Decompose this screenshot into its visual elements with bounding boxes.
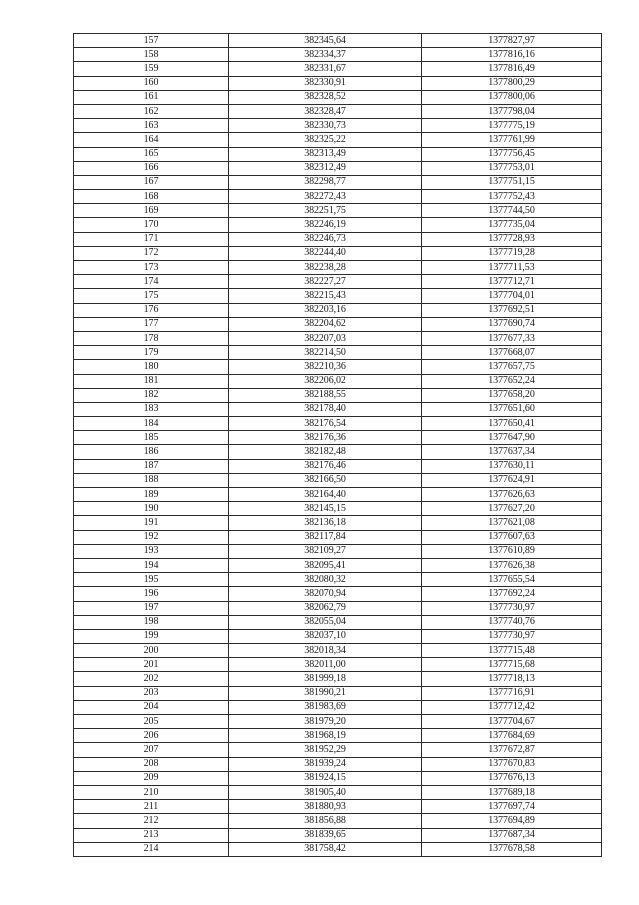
point-number-cell: 199	[74, 629, 229, 643]
point-number-cell: 167	[74, 175, 229, 189]
point-number-cell: 213	[74, 828, 229, 842]
table-row	[74, 204, 602, 218]
y-coordinate-cell: 1377730,97	[422, 629, 602, 643]
table-row	[74, 346, 602, 360]
table-row	[74, 246, 602, 260]
y-coordinate-cell: 1377651,60	[422, 402, 602, 416]
y-coordinate-cell: 1377719,28	[422, 246, 602, 260]
y-coordinate-cell: 1377730,97	[422, 601, 602, 615]
x-coordinate-cell: 382246,73	[229, 232, 422, 246]
x-coordinate-cell: 382055,04	[229, 615, 422, 629]
y-coordinate-cell: 1377798,04	[422, 104, 602, 118]
x-coordinate-cell: 382312,49	[229, 161, 422, 175]
point-number-cell: 173	[74, 261, 229, 275]
point-number-cell: 179	[74, 346, 229, 360]
point-number-cell: 178	[74, 331, 229, 345]
y-coordinate-cell: 1377756,45	[422, 147, 602, 161]
y-coordinate-cell: 1377670,83	[422, 757, 602, 771]
x-coordinate-cell: 382037,10	[229, 629, 422, 643]
table-row	[74, 601, 602, 615]
y-coordinate-cell: 1377692,24	[422, 587, 602, 601]
x-coordinate-cell: 382251,75	[229, 204, 422, 218]
y-coordinate-cell: 1377630,11	[422, 459, 602, 473]
y-coordinate-cell: 1377711,53	[422, 261, 602, 275]
point-number-cell: 189	[74, 488, 229, 502]
table-row	[74, 133, 602, 147]
y-coordinate-cell: 1377735,04	[422, 218, 602, 232]
x-coordinate-cell: 382176,54	[229, 417, 422, 431]
x-coordinate-cell: 382117,84	[229, 530, 422, 544]
table-row	[74, 473, 602, 487]
x-coordinate-cell: 382145,15	[229, 502, 422, 516]
x-coordinate-cell: 381952,29	[229, 743, 422, 757]
x-coordinate-cell: 382227,27	[229, 275, 422, 289]
x-coordinate-cell: 382215,43	[229, 289, 422, 303]
point-number-cell: 201	[74, 658, 229, 672]
point-number-cell: 170	[74, 218, 229, 232]
x-coordinate-cell: 382203,16	[229, 303, 422, 317]
y-coordinate-cell: 1377716,91	[422, 686, 602, 700]
x-coordinate-cell: 382018,34	[229, 644, 422, 658]
y-coordinate-cell: 1377637,34	[422, 445, 602, 459]
point-number-cell: 165	[74, 147, 229, 161]
table-row	[74, 644, 602, 658]
point-number-cell: 168	[74, 190, 229, 204]
point-number-cell: 209	[74, 771, 229, 785]
table-row	[74, 658, 602, 672]
point-number-cell: 188	[74, 473, 229, 487]
table-row	[74, 757, 602, 771]
x-coordinate-cell: 382298,77	[229, 175, 422, 189]
y-coordinate-cell: 1377621,08	[422, 516, 602, 530]
point-number-cell: 182	[74, 388, 229, 402]
point-number-cell: 177	[74, 317, 229, 331]
point-number-cell: 212	[74, 814, 229, 828]
x-coordinate-cell: 382345,64	[229, 34, 422, 48]
y-coordinate-cell: 1377677,33	[422, 331, 602, 345]
x-coordinate-cell: 381758,42	[229, 842, 422, 856]
y-coordinate-cell: 1377607,63	[422, 530, 602, 544]
x-coordinate-cell: 382178,40	[229, 402, 422, 416]
x-coordinate-cell: 382080,32	[229, 573, 422, 587]
x-coordinate-cell: 382313,49	[229, 147, 422, 161]
x-coordinate-cell: 381968,19	[229, 729, 422, 743]
point-number-cell: 194	[74, 558, 229, 572]
point-number-cell: 214	[74, 842, 229, 856]
point-number-cell: 181	[74, 374, 229, 388]
x-coordinate-cell: 382325,22	[229, 133, 422, 147]
point-number-cell: 157	[74, 34, 229, 48]
table-row	[74, 828, 602, 842]
table-row	[74, 48, 602, 62]
table-row	[74, 743, 602, 757]
y-coordinate-cell: 1377657,75	[422, 360, 602, 374]
y-coordinate-cell: 1377740,76	[422, 615, 602, 629]
point-number-cell: 186	[74, 445, 229, 459]
point-number-cell: 161	[74, 90, 229, 104]
table-row	[74, 573, 602, 587]
x-coordinate-cell: 382109,27	[229, 544, 422, 558]
y-coordinate-cell: 1377610,89	[422, 544, 602, 558]
table-row	[74, 261, 602, 275]
point-number-cell: 204	[74, 700, 229, 714]
y-coordinate-cell: 1377697,74	[422, 800, 602, 814]
x-coordinate-cell: 382164,40	[229, 488, 422, 502]
y-coordinate-cell: 1377655,54	[422, 573, 602, 587]
y-coordinate-cell: 1377704,67	[422, 715, 602, 729]
table-row	[74, 842, 602, 856]
y-coordinate-cell: 1377652,24	[422, 374, 602, 388]
y-coordinate-cell: 1377715,48	[422, 644, 602, 658]
y-coordinate-cell: 1377816,49	[422, 62, 602, 76]
x-coordinate-cell: 382330,73	[229, 119, 422, 133]
x-coordinate-cell: 382188,55	[229, 388, 422, 402]
y-coordinate-cell: 1377694,89	[422, 814, 602, 828]
point-number-cell: 200	[74, 644, 229, 658]
table-row	[74, 62, 602, 76]
y-coordinate-cell: 1377712,42	[422, 700, 602, 714]
x-coordinate-cell: 381880,93	[229, 800, 422, 814]
table-row	[74, 814, 602, 828]
point-number-cell: 174	[74, 275, 229, 289]
point-number-cell: 203	[74, 686, 229, 700]
x-coordinate-cell: 382136,18	[229, 516, 422, 530]
table-row	[74, 360, 602, 374]
y-coordinate-cell: 1377744,50	[422, 204, 602, 218]
y-coordinate-cell: 1377715,68	[422, 658, 602, 672]
point-number-cell: 160	[74, 76, 229, 90]
point-number-cell: 166	[74, 161, 229, 175]
y-coordinate-cell: 1377626,63	[422, 488, 602, 502]
point-number-cell: 187	[74, 459, 229, 473]
y-coordinate-cell: 1377712,71	[422, 275, 602, 289]
point-number-cell: 208	[74, 757, 229, 771]
x-coordinate-cell: 382204,62	[229, 317, 422, 331]
y-coordinate-cell: 1377753,01	[422, 161, 602, 175]
table-row	[74, 402, 602, 416]
table-row	[74, 785, 602, 799]
table-row	[74, 374, 602, 388]
point-number-cell: 163	[74, 119, 229, 133]
point-number-cell: 205	[74, 715, 229, 729]
coordinates-table	[73, 33, 602, 857]
x-coordinate-cell: 382238,28	[229, 261, 422, 275]
x-coordinate-cell: 382206,02	[229, 374, 422, 388]
x-coordinate-cell: 382210,36	[229, 360, 422, 374]
x-coordinate-cell: 381979,20	[229, 715, 422, 729]
y-coordinate-cell: 1377624,91	[422, 473, 602, 487]
x-coordinate-cell: 382272,43	[229, 190, 422, 204]
x-coordinate-cell: 381983,69	[229, 700, 422, 714]
y-coordinate-cell: 1377800,29	[422, 76, 602, 90]
point-number-cell: 162	[74, 104, 229, 118]
x-coordinate-cell: 382176,36	[229, 431, 422, 445]
point-number-cell: 193	[74, 544, 229, 558]
point-number-cell: 176	[74, 303, 229, 317]
point-number-cell: 171	[74, 232, 229, 246]
x-coordinate-cell: 381924,15	[229, 771, 422, 785]
point-number-cell: 175	[74, 289, 229, 303]
y-coordinate-cell: 1377676,13	[422, 771, 602, 785]
y-coordinate-cell: 1377690,74	[422, 317, 602, 331]
y-coordinate-cell: 1377751,15	[422, 175, 602, 189]
point-number-cell: 164	[74, 133, 229, 147]
x-coordinate-cell: 382328,52	[229, 90, 422, 104]
y-coordinate-cell: 1377650,41	[422, 417, 602, 431]
point-number-cell: 202	[74, 672, 229, 686]
table-row	[74, 502, 602, 516]
point-number-cell: 195	[74, 573, 229, 587]
table-row	[74, 715, 602, 729]
x-coordinate-cell: 381990,21	[229, 686, 422, 700]
y-coordinate-cell: 1377752,43	[422, 190, 602, 204]
x-coordinate-cell: 382331,67	[229, 62, 422, 76]
table-row	[74, 331, 602, 345]
x-coordinate-cell: 381939,24	[229, 757, 422, 771]
y-coordinate-cell: 1377800,06	[422, 90, 602, 104]
x-coordinate-cell: 382062,79	[229, 601, 422, 615]
point-number-cell: 184	[74, 417, 229, 431]
x-coordinate-cell: 382011,00	[229, 658, 422, 672]
table-row	[74, 104, 602, 118]
table-row	[74, 431, 602, 445]
table-row	[74, 232, 602, 246]
y-coordinate-cell: 1377647,90	[422, 431, 602, 445]
table-row	[74, 488, 602, 502]
table-row	[74, 672, 602, 686]
table-row	[74, 729, 602, 743]
table-row	[74, 289, 602, 303]
point-number-cell: 183	[74, 402, 229, 416]
table-row	[74, 175, 602, 189]
table-row	[74, 388, 602, 402]
y-coordinate-cell: 1377627,20	[422, 502, 602, 516]
table-row	[74, 119, 602, 133]
x-coordinate-cell: 382095,41	[229, 558, 422, 572]
point-number-cell: 191	[74, 516, 229, 530]
y-coordinate-cell: 1377684,69	[422, 729, 602, 743]
point-number-cell: 198	[74, 615, 229, 629]
x-coordinate-cell: 382330,91	[229, 76, 422, 90]
table-row	[74, 558, 602, 572]
x-coordinate-cell: 382334,37	[229, 48, 422, 62]
x-coordinate-cell: 382166,50	[229, 473, 422, 487]
x-coordinate-cell: 382176,46	[229, 459, 422, 473]
coordinates-table-body	[74, 34, 602, 857]
point-number-cell: 180	[74, 360, 229, 374]
point-number-cell: 169	[74, 204, 229, 218]
table-row	[74, 445, 602, 459]
table-row	[74, 90, 602, 104]
x-coordinate-cell: 381839,65	[229, 828, 422, 842]
table-row	[74, 76, 602, 90]
y-coordinate-cell: 1377672,87	[422, 743, 602, 757]
x-coordinate-cell: 381905,40	[229, 785, 422, 799]
y-coordinate-cell: 1377692,51	[422, 303, 602, 317]
point-number-cell: 196	[74, 587, 229, 601]
y-coordinate-cell: 1377668,07	[422, 346, 602, 360]
x-coordinate-cell: 382207,03	[229, 331, 422, 345]
table-row	[74, 587, 602, 601]
table-row	[74, 544, 602, 558]
x-coordinate-cell: 382182,48	[229, 445, 422, 459]
x-coordinate-cell: 382328,47	[229, 104, 422, 118]
point-number-cell: 159	[74, 62, 229, 76]
x-coordinate-cell: 382246,19	[229, 218, 422, 232]
point-number-cell: 210	[74, 785, 229, 799]
table-row	[74, 771, 602, 785]
table-row	[74, 218, 602, 232]
table-row	[74, 516, 602, 530]
y-coordinate-cell: 1377689,18	[422, 785, 602, 799]
y-coordinate-cell: 1377816,16	[422, 48, 602, 62]
point-number-cell: 211	[74, 800, 229, 814]
table-row	[74, 700, 602, 714]
y-coordinate-cell: 1377658,20	[422, 388, 602, 402]
x-coordinate-cell: 381999,18	[229, 672, 422, 686]
table-row	[74, 147, 602, 161]
point-number-cell: 207	[74, 743, 229, 757]
table-row	[74, 417, 602, 431]
table-row	[74, 686, 602, 700]
y-coordinate-cell: 1377775,19	[422, 119, 602, 133]
point-number-cell: 192	[74, 530, 229, 544]
table-row	[74, 275, 602, 289]
x-coordinate-cell: 382214,50	[229, 346, 422, 360]
y-coordinate-cell: 1377687,34	[422, 828, 602, 842]
table-row	[74, 190, 602, 204]
y-coordinate-cell: 1377626,38	[422, 558, 602, 572]
table-row	[74, 161, 602, 175]
table-row	[74, 459, 602, 473]
table-row	[74, 615, 602, 629]
table-row	[74, 629, 602, 643]
point-number-cell: 190	[74, 502, 229, 516]
point-number-cell: 172	[74, 246, 229, 260]
table-row	[74, 303, 602, 317]
point-number-cell: 158	[74, 48, 229, 62]
y-coordinate-cell: 1377718,13	[422, 672, 602, 686]
y-coordinate-cell: 1377761,99	[422, 133, 602, 147]
x-coordinate-cell: 382244,40	[229, 246, 422, 260]
table-row	[74, 530, 602, 544]
y-coordinate-cell: 1377678,58	[422, 842, 602, 856]
y-coordinate-cell: 1377728,93	[422, 232, 602, 246]
point-number-cell: 185	[74, 431, 229, 445]
point-number-cell: 206	[74, 729, 229, 743]
table-row	[74, 317, 602, 331]
y-coordinate-cell: 1377704,01	[422, 289, 602, 303]
x-coordinate-cell: 381856,88	[229, 814, 422, 828]
y-coordinate-cell: 1377827,97	[422, 34, 602, 48]
table-row	[74, 800, 602, 814]
point-number-cell: 197	[74, 601, 229, 615]
x-coordinate-cell: 382070,94	[229, 587, 422, 601]
table-row	[74, 34, 602, 48]
